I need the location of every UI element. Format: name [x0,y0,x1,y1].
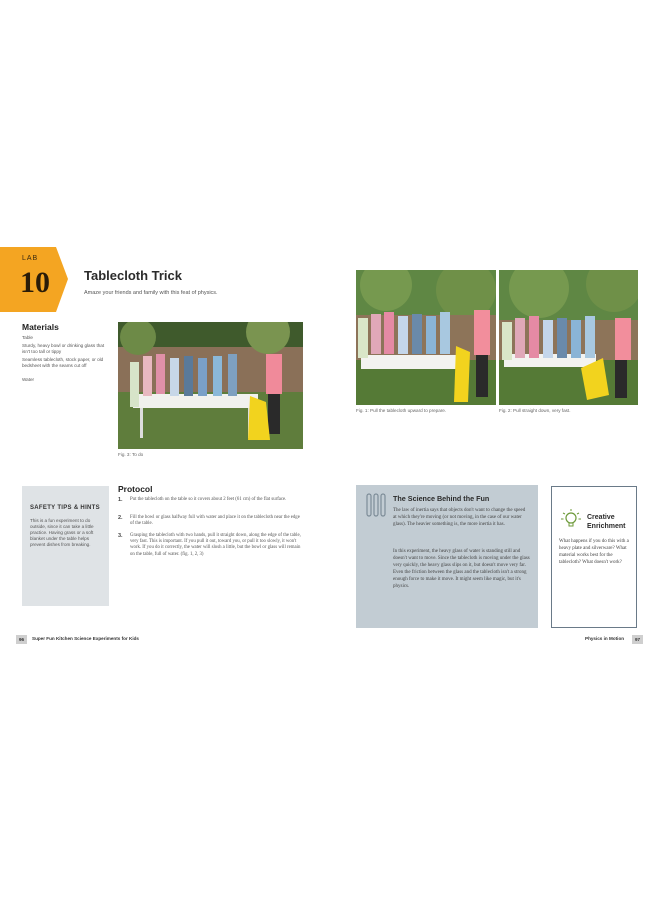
material-item: Water [22,377,35,382]
science-paragraph: The law of inertia says that objects don't want to change the speed at which they're moving (or not moving, in the case of our water glass). The heavier something is, the more inertia it has. [393,508,526,527]
fig1-caption: Fig. 1: Pull the tablecloth upward to prepare. [356,408,447,413]
creative-heading: Creative Enrichment [587,514,626,530]
material-item: Table [22,335,33,340]
page-title: Tablecloth Trick [84,268,183,283]
science-paragraph: In this experiment, the heavy glass of water is standing still and doesn't want to move. Since the tablecloth is moving under the glass very quickly, the heavy glass slips on it, but doesn't move very far. Even the friction between the glass and the tablecloth isn't a strong enough force to make it move. It might seem like magic, but it's physics. [393,549,530,589]
photo-fig3 [118,322,303,449]
lightbulb-icon [560,508,582,535]
test-tubes-icon [366,493,386,524]
fig2-caption: Fig. 2: Pull straight down, very fast. [499,408,571,413]
safety-text: This is a fun experiment to do outside, since it can take a little practice. Having grass or a soft blanket under the table helps prevent dishes from breaking. [30,518,94,547]
step-text: Put the tablecloth on the table so it covers about 2 feet (61 cm) of the flat surface. [130,497,287,502]
lab-number: 10 [20,266,50,299]
lab-label: LAB [22,255,39,262]
materials-heading: Materials [22,322,59,332]
photo-fig2 [499,270,638,405]
protocol-heading: Protocol [118,484,153,494]
protocol-step [118,497,302,511]
protocol-step [118,533,302,573]
material-item: Seamless tablecloth, stock paper, or old bedsheet with the seams cut off [22,357,104,368]
book-title-footer: Super Fun Kitchen Science Experiments for Kids [32,636,139,641]
protocol-step [118,515,302,529]
page-subtitle: Amaze your friends and family with this feat of physics. [84,290,218,296]
safety-heading: SAFETY TIPS & HINTS [30,505,100,511]
step-number: 1. [118,497,123,503]
step-number: 3. [118,533,123,539]
step-number: 2. [118,515,123,521]
page-number-right: 97 [632,635,643,644]
step-text: Fill the bowl or glass halfway full with water and place it on the tablecloth near the edge of the table. [130,515,300,527]
creative-text: What happens if you do this with a heavy plate and silverware? What material works best for the tablecloth? What doesn't work? [559,539,629,565]
science-heading: The Science Behind the Fun [393,494,490,503]
photo-fig1 [356,270,496,405]
step-text: Grasping the tablecloth with two hands, pull it straight down, along the edge of the table, very fast. This is important. If you pull it out, toward you, or pull it too slowly, it won't work. If you do it correctly, the water will slosh a little, but the bowl or glass will remain on the table, full of water. (fig. 1, 2, 3) [130,533,301,557]
fig3-caption: Fig. 3: To do [118,452,144,457]
material-item: Sturdy, heavy bowl or drinking glass that isn't too tall or tippy [22,343,105,354]
chapter-title-footer: Physics in Motion [585,636,625,641]
page-number-left: 96 [16,635,27,644]
